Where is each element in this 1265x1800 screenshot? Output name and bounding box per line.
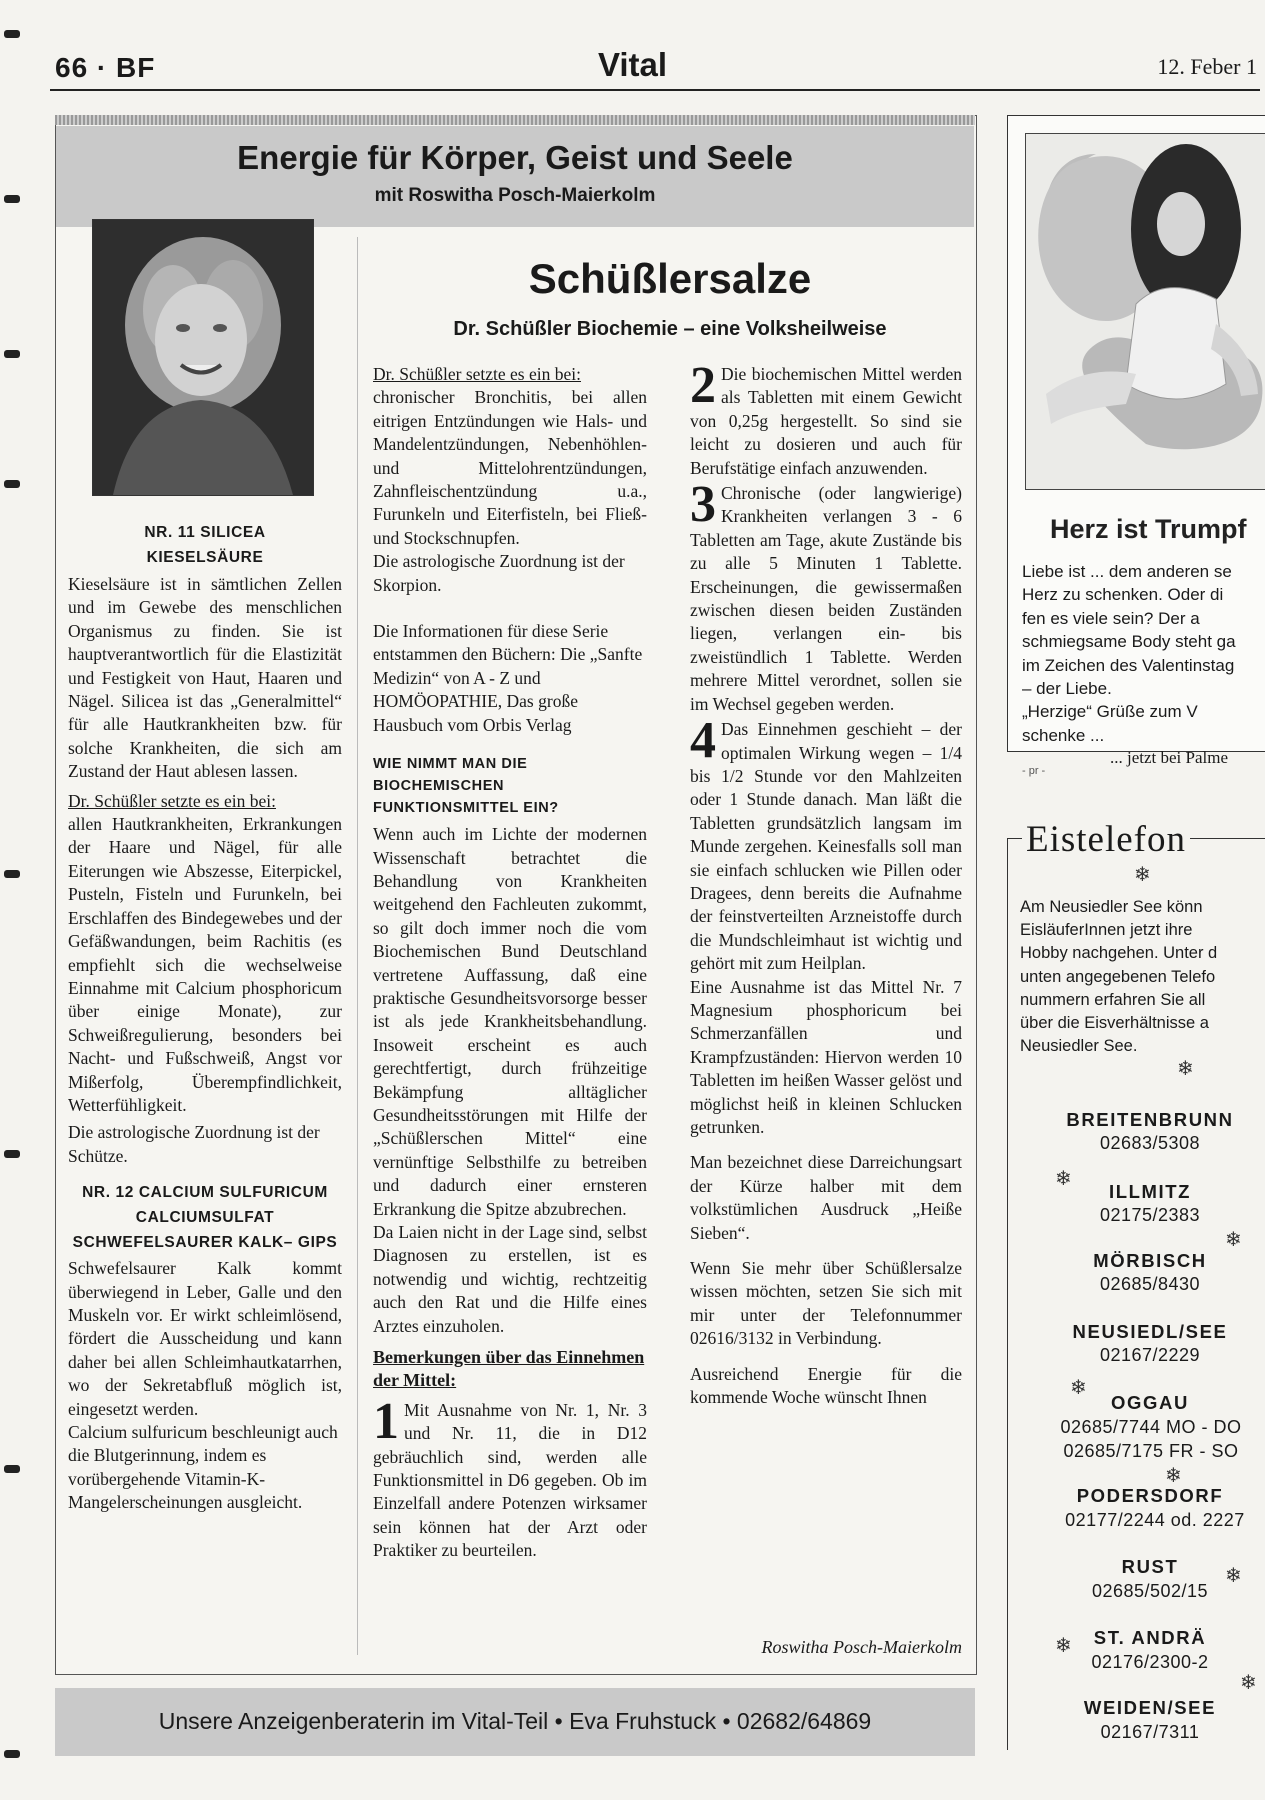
intro-line: über die Eisverhältnisse a <box>1020 1014 1209 1033</box>
paragraph: allen Hautkrankheiten, Erkrankungen der Haare und Nägel, für alle Eiterungen wie Abszesse, Eiterpickel, Pusteln, Fisteln und Furunkeln, bei Erschlaffen des Bindegewebes und der Gefäßwandungen, beim Rachitis (es empfiehlt sich die wechselweise Einnahme mit Calcium phosphoricum über einige Monate), zur Schweißregulierung, besonders bei Nacht- und Fußschweiß, Angst vor Mißerfolg, Überempfindlichkeit, Wetterfühligkeit. <box>68 814 342 1115</box>
snowflake-icon: ❄ <box>1055 1635 1072 1657</box>
article-title: Schüßlersalze <box>528 255 812 302</box>
eistelefon-title: Eistelefon <box>1022 818 1190 861</box>
footer-text: Unsere Anzeigenberaterin im Vital-Teil • Eva Fruhstuck • 02682/64869 <box>158 1708 872 1734</box>
paragraph-label: Dr. Schüßler setzte es ein bei: <box>68 790 276 811</box>
phone-number: 02685/8430 <box>1099 1274 1201 1294</box>
town-name: BREITENBRUNN <box>1066 1109 1234 1130</box>
intro-line: Am Neusiedler See könn <box>1020 898 1203 916</box>
ad-line: im Zeichen des Valentinstag <box>1022 655 1235 675</box>
paragraph: Das Einnehmen geschieht – der optimalen Wirkung wegen – 1/4 bis 1/2 Stunde vor den Mahlzeiten oder 1 Stunde danach. Man läßt die Tabletten grundsätzlich langsam im Munde zergehen. Keinesfalls soll man sie einfach schlucken wie Pillen oder Dragees, denn bereits die Aufnahme der feinstverteilten Arzneistoffe durch die Mundschleimhaut ist wichtig und gehört mit zum Heilplan. <box>690 719 962 974</box>
drop-cap: 2 <box>690 357 716 414</box>
edge-mark <box>4 1750 20 1758</box>
drop-cap: 1 <box>373 1392 399 1450</box>
edge-mark <box>4 1150 20 1158</box>
intro-line: unten angegebenen Telefo <box>1020 967 1216 986</box>
paragraph-label: Bemerkungen über das Einnehmen der Mittel: <box>373 1347 645 1391</box>
town-name: NEUSIEDL/SEE <box>1072 1321 1228 1342</box>
issue-date: 12. Feber 1 <box>1157 54 1257 79</box>
intro-line: Hobby nachgehen. Unter d <box>1020 944 1218 963</box>
paragraph: Calcium sulfuricum beschleunigt auch die Blutgerinnung, indem es vorübergehende Vitamin-K-Mangelerscheinungen ausgleicht. <box>68 1422 338 1513</box>
article-column-1 <box>68 520 342 1515</box>
phone-number: 02167/2229 <box>1099 1345 1201 1365</box>
intro-line: nummern erfahren Sie all <box>1020 990 1206 1009</box>
phone-number: 02177/2244 od. 2227 <box>1065 1510 1245 1530</box>
section-title: Vital <box>597 46 668 83</box>
edge-mark <box>4 195 20 203</box>
section-heading: NR. 12 CALCIUM SULFURICUM <box>82 1184 328 1202</box>
phone-number: 02685/7744 MO - DO <box>1060 1417 1242 1437</box>
ad-title: Herz ist Trumpf <box>1050 514 1247 544</box>
phone-number: 02175/2383 <box>1099 1205 1201 1225</box>
header-rule <box>50 89 1260 91</box>
section-heading: CALCIUMSULFAT <box>135 1209 275 1227</box>
paragraph-label: Dr. Schüßler setzte es ein bei: <box>373 364 581 384</box>
paragraph: Schwefelsaurer Kalk kommt überwiegend in Leber, Galle und den Muskeln vor. Er wirkt schleimlösend, fördert die Ausscheidung und kann daher bei allen Schleimhautkatarrhen, wo der Sekretabfluß möglich ist, eingesetzt werden. <box>68 1258 342 1419</box>
paragraph: Mit Ausnahme von Nr. 1, Nr. 3 und Nr. 11, die in D12 gebräuchlich sind, werden alle Funktionsmittel in D6 gegeben. Ob im Einzelfall andere Potenzen wirksamer sein können hat der Arzt oder Praktiker zu beurteilen. <box>373 1399 647 1561</box>
town-name: RUST <box>1121 1556 1179 1577</box>
ad-pr-label: - pr - <box>1022 765 1046 777</box>
article-column-2 <box>373 363 647 1563</box>
ad-line: Herz zu schenken. Oder di <box>1022 585 1224 605</box>
paragraph: Ausreichend Energie für die kommende Woche wünscht Ihnen <box>690 1363 962 1408</box>
edge-mark <box>4 870 20 878</box>
edge-mark <box>4 350 20 358</box>
intro-line: EisläuferInnen jetzt ihre <box>1020 921 1193 940</box>
edge-mark <box>4 30 20 38</box>
ad-line: – der Liebe. <box>1022 679 1112 699</box>
paragraph: Die astrologische Zuordnung ist der Schütze. <box>68 1122 320 1166</box>
phone-number: 02683/5308 <box>1099 1133 1201 1153</box>
paragraph: Wenn Sie mehr über Schüßlersalze wissen möchten, setzen Sie sich mit mir unter der Telefonnummer 02616/3132 in Verbindung. <box>690 1258 962 1349</box>
town-name: ILLMITZ <box>1108 1181 1192 1202</box>
banner-title: Energie für Körper, Geist und Seele <box>237 139 793 176</box>
paragraph: Die biochemischen Mittel werden als Tabletten mit einem Gewicht von 0,25g hergestellt. So sind sie leicht zu dosieren und auch für Berufstätige einfach anzuwenden. <box>690 364 962 478</box>
article-column-3 <box>690 357 962 1409</box>
drop-cap: 3 <box>690 476 716 534</box>
ad-line: „Herzige“ Grüße zum V <box>1022 702 1198 722</box>
snowflake-icon: ❄ <box>1225 1229 1242 1251</box>
author-signature: Roswitha Posch-Maierkolm <box>761 1637 962 1657</box>
phone-number: 02167/7311 <box>1100 1722 1200 1742</box>
edge-mark <box>4 480 20 488</box>
paragraph: Da Laien nicht in der Lage sind, selbst Diagnosen zu erstellen, ist es notwendig und wichtig, rechtzeitig auch den Rat und die Hilfe eines Arztes einzuholen. <box>373 1222 647 1336</box>
paragraph: Wenn auch im Lichte der modernen Wissenschaft betrachtet die Behandlung von Krankheiten weitgehend den Fachleuten zukommt, so gilt doch immer noch die vom Biochemischen Bund Deutschland vertretene Auffassung, daß eine praktische Gesundheitsvorsorge besser ist als jede Krankheitsbehandlung. Insoweit erscheint es auch gerechtfertigt, durch frühzeitige Bekämpfung alltäglicher Gesundheitsstörungen mit Hilfe der „Schüßlerschen Mittel“ eine vernünftige Selbsthilfe zu betreiben und dadurch einer ernsteren Erkrankung die Spitze abzubrechen. <box>373 824 647 1219</box>
paragraph: Eine Ausnahme ist das Mittel Nr. 7 Magnesium phosphoricum bei Schmerzanfällen und Krampfzuständen: Hiervon werden 10 Tabletten im heißen Wasser gelöst und möglichst heiß in kleinen Schlucken getrunken. <box>690 976 962 1137</box>
drop-cap: 4 <box>690 712 716 770</box>
section-heading: WIE NIMMT MAN DIE BIOCHEMISCHEN FUNKTIONSMITTEL EIN? <box>373 756 559 817</box>
paragraph: Man bezeichnet diese Darreichungsart der Kürze halber mit dem volkstümlichen Ausdruck „Heiße Sieben“. <box>690 1152 962 1243</box>
phone-number: 02685/502/15 <box>1091 1581 1209 1601</box>
town-name: WEIDEN/SEE <box>1083 1697 1217 1718</box>
column-divider <box>357 237 358 1655</box>
ad-tagline: ... jetzt bei Palme <box>1110 748 1229 767</box>
snowflake-icon: ❄ <box>1240 1672 1257 1694</box>
paragraph: Die Informationen für diese Serie entstammen den Büchern: Die „Sanfte Medizin“ von A - Z und HOMÖOPATHIE, Das große Hausbuch vom Orbis Verlag <box>373 621 643 735</box>
top-stripe <box>55 115 975 125</box>
section-heading: SCHWEFELSAURER KALK– GIPS <box>72 1234 338 1252</box>
paragraph: Die astrologische Zuordnung ist der Skorpion. <box>373 551 625 595</box>
snowflake-icon: ❄ <box>1134 864 1151 886</box>
snowflake-icon: ❄ <box>1070 1377 1087 1399</box>
town-name: ST. ANDRÄ <box>1093 1627 1207 1648</box>
paragraph: Kieselsäure ist in sämtlichen Zellen und im Gewebe des menschlichen Organismus zu finden. Sie ist hauptverantwortlich für die Elastizität und Festigkeit von Haut, Haaren und Nägel. Silicea ist das „Generalmittel“ für alle Hautkrankheiten bzw. für solche Krankheiten, die sich am Zustand der Haut ablesen lassen. <box>68 574 342 782</box>
page-number: 66 · BF <box>55 52 156 83</box>
phone-number: 02685/7175 FR - SO <box>1063 1441 1239 1461</box>
edge-mark <box>4 1465 20 1473</box>
snowflake-icon: ❄ <box>1165 1465 1182 1487</box>
paragraph: chronischer Bronchitis, bei allen eitrigen Entzündungen wie Hals- und Mandelentzündungen, Nebenhöhlen- und Mittelohrentzündungen, Zahnfleischentzündung u.a., Furunkeln und Eiterfisteln, bei Fließ- und Stockschnupfen. <box>373 387 647 548</box>
eistelefon-intro <box>1020 896 1265 1058</box>
snowflake-icon: ❄ <box>1225 1565 1242 1587</box>
ad-line: schenke ... <box>1022 725 1105 745</box>
eistelefon-border <box>1007 838 1008 1750</box>
ad-line: fen es viele sein? Der a <box>1022 608 1200 628</box>
intro-line: Neusiedler See. <box>1020 1037 1138 1056</box>
town-name: OGGAU <box>1111 1392 1189 1413</box>
town-name: MÖRBISCH <box>1093 1250 1207 1271</box>
paragraph: Chronische (oder langwierige) Krankheiten verlangen 3 - 6 Tabletten am Tage, akute Zustände bis zu alle 5 Minuten 1 Tablette. Erscheinungen, die gewissermaßen zwischen diesen beiden Zuständen liegen, verlangen ein- bis zweistündlich 1 Tablette. Werden mehrere Mittel verordnet, sollen sie im Wechsel gegeben werden. <box>690 483 962 714</box>
phone-number: 02176/2300-2 <box>1091 1652 1209 1672</box>
section-heading: NR. 11 SILICEA <box>144 524 266 541</box>
snowflake-icon: ❄ <box>1055 1168 1072 1190</box>
ad-line: Liebe ist ... dem anderen se <box>1022 562 1232 581</box>
ad-image <box>1025 133 1265 490</box>
town-name: PODERSDORF <box>1076 1485 1224 1506</box>
ad-text <box>1022 560 1265 747</box>
banner-subtitle: mit Roswitha Posch-Maierkolm <box>374 185 656 206</box>
ad-line: schmiegsame Body steht ga <box>1022 632 1236 652</box>
snowflake-icon: ❄ <box>1177 1058 1194 1080</box>
article-subtitle: Dr. Schüßler Biochemie – eine Volksheilweise <box>453 318 887 340</box>
section-heading: KIESELSÄURE <box>146 549 264 566</box>
author-photo <box>92 219 314 496</box>
